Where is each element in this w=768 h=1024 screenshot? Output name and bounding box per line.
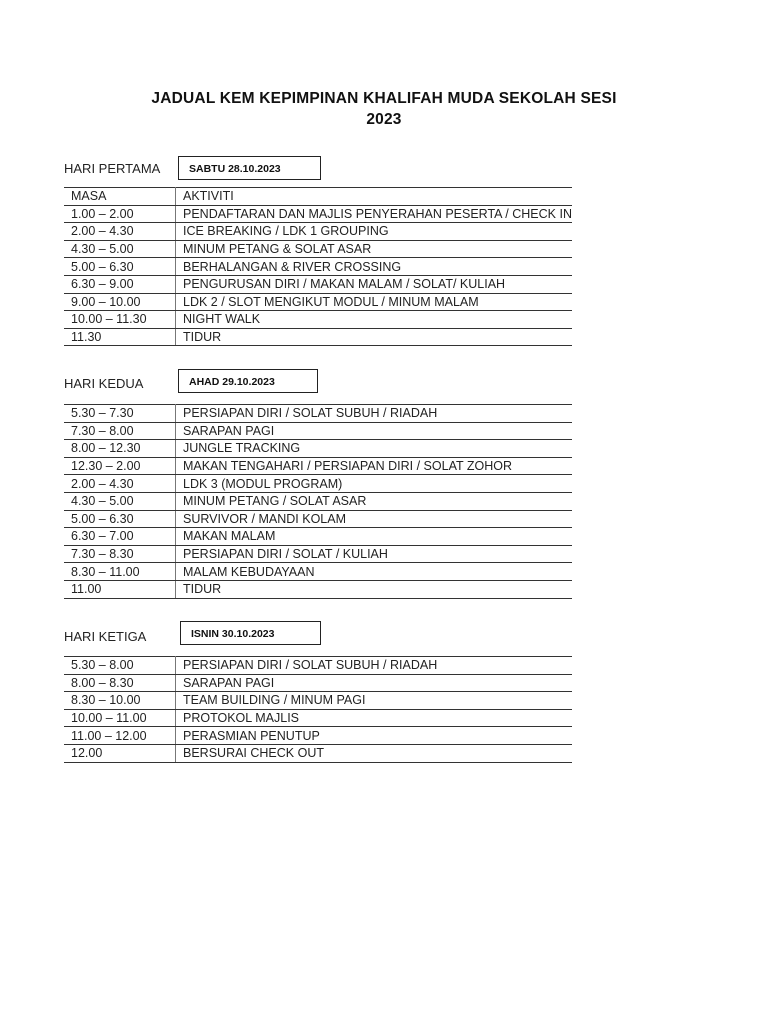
row-time: 11.00 [64,580,176,598]
row-time: 11.30 [64,328,176,346]
date-box-day-2: AHAD 29.10.2023 [178,369,318,393]
row-activity: MINUM PETANG & SOLAT ASAR [176,240,573,258]
row-activity: PENDAFTARAN DAN MAJLIS PENYERAHAN PESERTA / CHECK IN [176,205,573,223]
row-activity: SARAPAN PAGI [176,422,573,440]
table-row [64,440,572,458]
document-title-line-1: JADUAL KEM KEPIMPINAN KHALIFAH MUDA SEKOLAH SESI [151,90,617,107]
row-time: 4.30 – 5.00 [64,240,176,258]
table-row [64,528,572,546]
table-row [64,727,572,745]
table-row [64,580,572,598]
row-activity: NIGHT WALK [176,311,573,329]
row-activity: SARAPAN PAGI [176,674,573,692]
day-label-hari-pertama: HARI PERTAMA [64,161,161,176]
table-row [64,223,572,241]
table-row [64,545,572,563]
row-time: 8.00 – 8.30 [64,674,176,692]
row-time: 6.30 – 9.00 [64,275,176,293]
table-row [64,422,572,440]
row-activity: MINUM PETANG / SOLAT ASAR [176,492,573,510]
schedule-table-day-2 [64,404,572,599]
row-activity: PENGURUSAN DIRI / MAKAN MALAM / SOLAT/ KULIAH [176,275,573,293]
document-title-line-2: 2023 [366,111,402,128]
table-row [64,328,572,346]
row-time: 5.30 – 8.00 [64,657,176,675]
table-row [64,457,572,475]
table-row [64,657,572,675]
row-time: 7.30 – 8.00 [64,422,176,440]
day-label-hari-ketiga: HARI KETIGA [64,629,147,644]
row-time: 5.00 – 6.30 [64,258,176,276]
row-activity: PERSIAPAN DIRI / SOLAT SUBUH / RIADAH [176,657,573,675]
row-time: 8.30 – 10.00 [64,692,176,710]
row-activity: MAKAN TENGAHARI / PERSIAPAN DIRI / SOLAT ZOHOR [176,457,573,475]
document-title [0,88,768,130]
row-activity: BERSURAI CHECK OUT [176,744,573,762]
table-row [64,475,572,493]
table-row [64,692,572,710]
row-activity: BERHALANGAN & RIVER CROSSING [176,258,573,276]
header-masa: MASA [64,188,176,206]
table-row [64,709,572,727]
row-activity: PERSIAPAN DIRI / SOLAT SUBUH / RIADAH [176,405,573,423]
row-activity: LDK 2 / SLOT MENGIKUT MODUL / MINUM MALAM [176,293,573,311]
table-header-row [64,188,572,206]
row-activity: PERASMIAN PENUTUP [176,727,573,745]
table-row [64,510,572,528]
row-time: 4.30 – 5.00 [64,492,176,510]
row-time: 8.30 – 11.00 [64,563,176,581]
table-row [64,205,572,223]
row-time: 9.00 – 10.00 [64,293,176,311]
table-row [64,492,572,510]
table-row [64,405,572,423]
row-time: 8.00 – 12.30 [64,440,176,458]
row-time: 5.30 – 7.30 [64,405,176,423]
schedule-table-day-3 [64,656,572,763]
table-row [64,275,572,293]
table-row [64,258,572,276]
row-activity: MAKAN MALAM [176,528,573,546]
row-time: 2.00 – 4.30 [64,475,176,493]
row-activity: MALAM KEBUDAYAAN [176,563,573,581]
row-time: 11.00 – 12.00 [64,727,176,745]
row-activity: SURVIVOR / MANDI KOLAM [176,510,573,528]
table-row [64,744,572,762]
row-time: 1.00 – 2.00 [64,205,176,223]
table-row [64,240,572,258]
row-activity: ICE BREAKING / LDK 1 GROUPING [176,223,573,241]
row-activity: LDK 3 (MODUL PROGRAM) [176,475,573,493]
row-activity: PROTOKOL MAJLIS [176,709,573,727]
table-row [64,674,572,692]
row-activity: PERSIAPAN DIRI / SOLAT / KULIAH [176,545,573,563]
row-activity: TEAM BUILDING / MINUM PAGI [176,692,573,710]
row-activity: JUNGLE TRACKING [176,440,573,458]
date-box-day-1: SABTU 28.10.2023 [178,156,321,180]
row-activity: TIDUR [176,328,573,346]
row-activity: TIDUR [176,580,573,598]
row-time: 10.00 – 11.00 [64,709,176,727]
row-time: 10.00 – 11.30 [64,311,176,329]
row-time: 6.30 – 7.00 [64,528,176,546]
schedule-table-day-1 [64,187,572,346]
date-box-day-3: ISNIN 30.10.2023 [180,621,321,645]
row-time: 12.30 – 2.00 [64,457,176,475]
table-row [64,311,572,329]
row-time: 7.30 – 8.30 [64,545,176,563]
row-time: 12.00 [64,744,176,762]
table-row [64,293,572,311]
row-time: 5.00 – 6.30 [64,510,176,528]
table-row [64,563,572,581]
header-aktiviti: AKTIVITI [176,188,573,206]
row-time: 2.00 – 4.30 [64,223,176,241]
day-label-hari-kedua: HARI KEDUA [64,376,144,391]
